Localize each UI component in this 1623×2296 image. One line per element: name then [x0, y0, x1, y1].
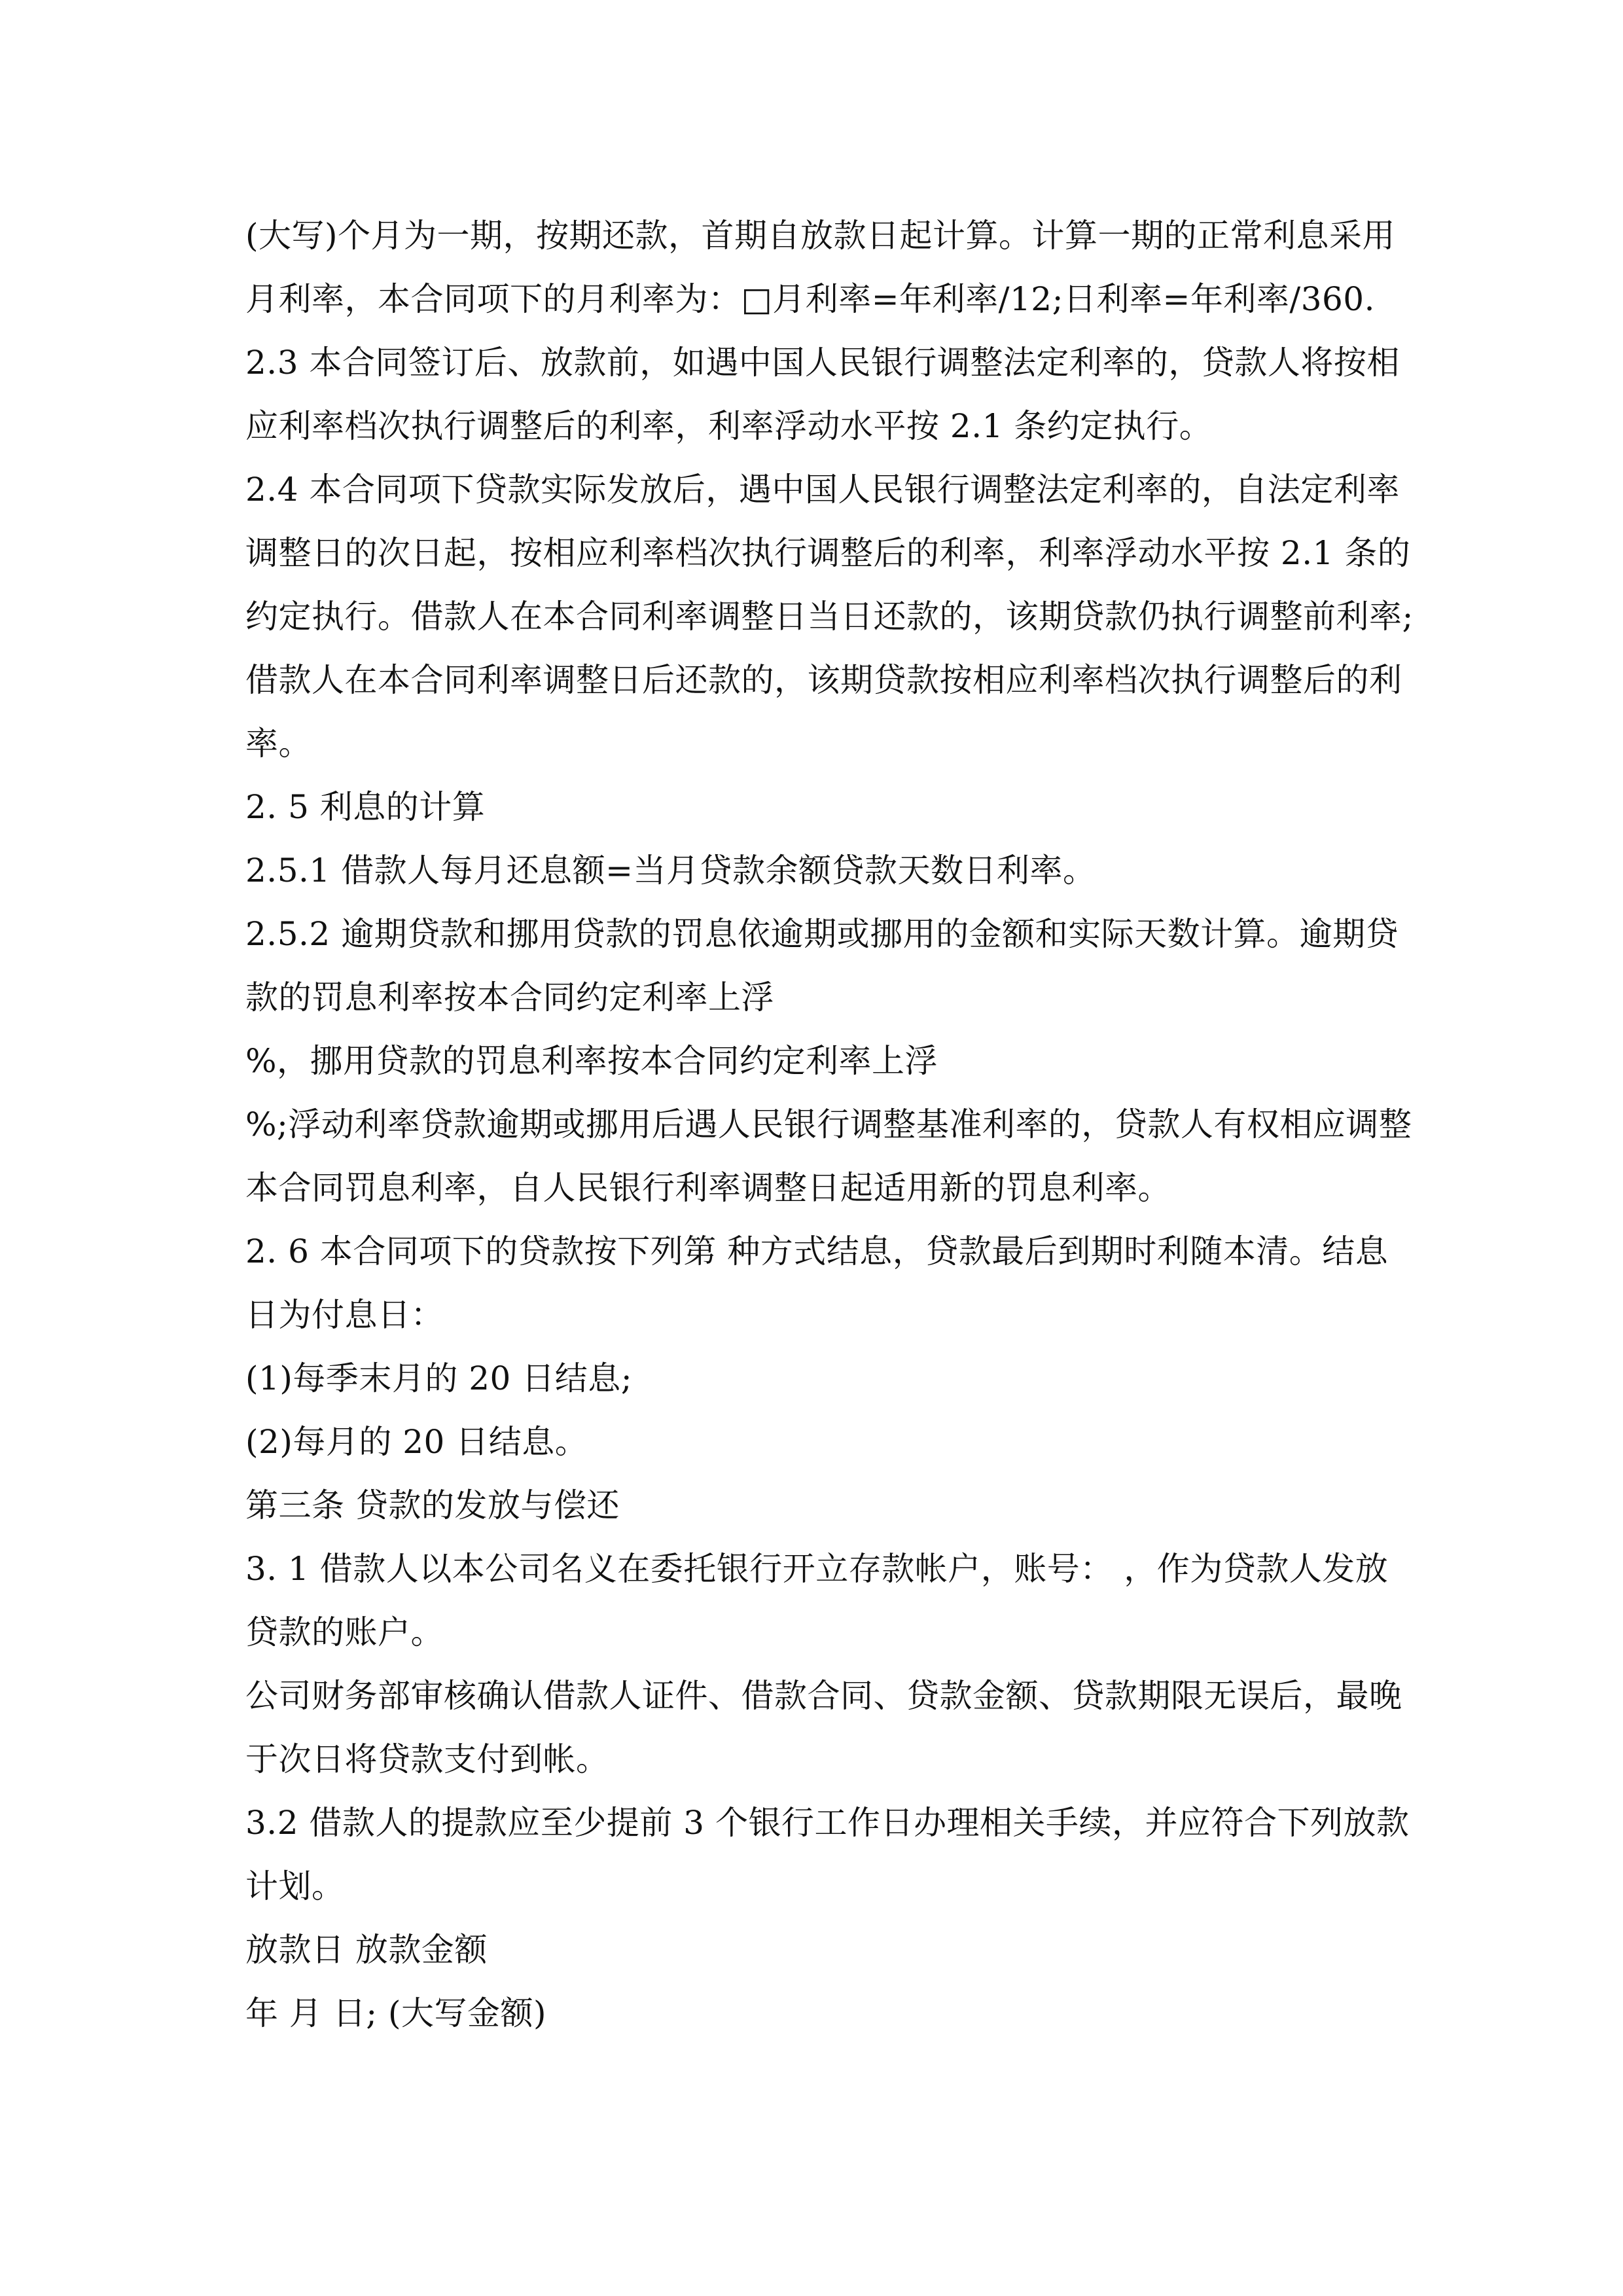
list-item: (1)每季末月的 20 日结息;	[245, 1359, 633, 1397]
text-line: 约定执行。借款人在本合同利率调整日当日还款的，该期贷款仍执行调整前利率;	[245, 598, 1414, 636]
text-line: 贷款的账户。	[245, 1613, 444, 1651]
document-body	[245, 204, 1414, 2045]
text-line: 2.5.2 逾期贷款和挪用贷款的罚息依逾期或挪用的金额和实际天数计算。逾期贷	[245, 915, 1399, 953]
text-line: %，挪用贷款的罚息利率按本合同约定利率上浮	[245, 1042, 938, 1080]
text-line: 调整日的次日起，按相应利率档次执行调整后的利率，利率浮动水平按 2.1 条的	[245, 534, 1411, 572]
text-line: 2.4 本合同项下贷款实际发放后，遇中国人民银行调整法定利率的，自法定利率	[245, 471, 1400, 509]
text-line: 于次日将贷款支付到帐。	[245, 1740, 609, 1778]
text-line: 借款人在本合同利率调整日后还款的，该期贷款按相应利率档次执行调整后的利	[245, 661, 1402, 699]
list-item: (2)每月的 20 日结息。	[245, 1423, 588, 1461]
text-line: 计划。	[245, 1867, 345, 1905]
text-line: 2. 6 本合同项下的贷款按下列第 种方式结息，贷款最后到期时利随本清。结息	[245, 1232, 1389, 1270]
text-line: 本合同罚息利率，自人民银行利率调整日起适用新的罚息利率。	[245, 1169, 1171, 1207]
text-line: 日为付息日：	[245, 1296, 444, 1334]
text-line: %;浮动利率贷款逾期或挪用后遇人民银行调整基准利率的，贷款人有权相应调整	[245, 1105, 1412, 1143]
schedule-header: 放款日 放款金额	[245, 1931, 488, 1969]
text-line: 月利率，本合同项下的月利率为：□月利率=年利率/12;日利率=年利率/360.	[245, 280, 1376, 318]
text-line: 3.2 借款人的提款应至少提前 3 个银行工作日办理相关手续，并应符合下列放款	[245, 1804, 1410, 1842]
text-line: (大写)个月为一期，按期还款，首期自放款日起计算。计算一期的正常利息采用	[245, 217, 1396, 255]
text-line: 率。	[245, 725, 312, 762]
article-heading: 第三条 贷款的发放与偿还	[245, 1486, 620, 1524]
section-heading: 2. 5 利息的计算	[245, 788, 486, 826]
text-line: 3. 1 借款人以本公司名义在委托银行开立存款帐户，账号： ，作为贷款人发放	[245, 1550, 1389, 1588]
text-line: 2.5.1 借款人每月还息额=当月贷款余额贷款天数日利率。	[245, 852, 1096, 889]
text-line: 款的罚息利率按本合同约定利率上浮	[245, 978, 774, 1016]
schedule-row: 年 月 日; (大写金额)	[245, 1994, 547, 2032]
text-line: 公司财务部审核确认借款人证件、借款合同、贷款金额、贷款期限无误后，最晚	[245, 1677, 1402, 1715]
text-line: 2.3 本合同签订后、放款前，如遇中国人民银行调整法定利率的，贷款人将按相	[245, 344, 1400, 382]
text-line: 应利率档次执行调整后的利率，利率浮动水平按 2.1 条约定执行。	[245, 407, 1213, 445]
